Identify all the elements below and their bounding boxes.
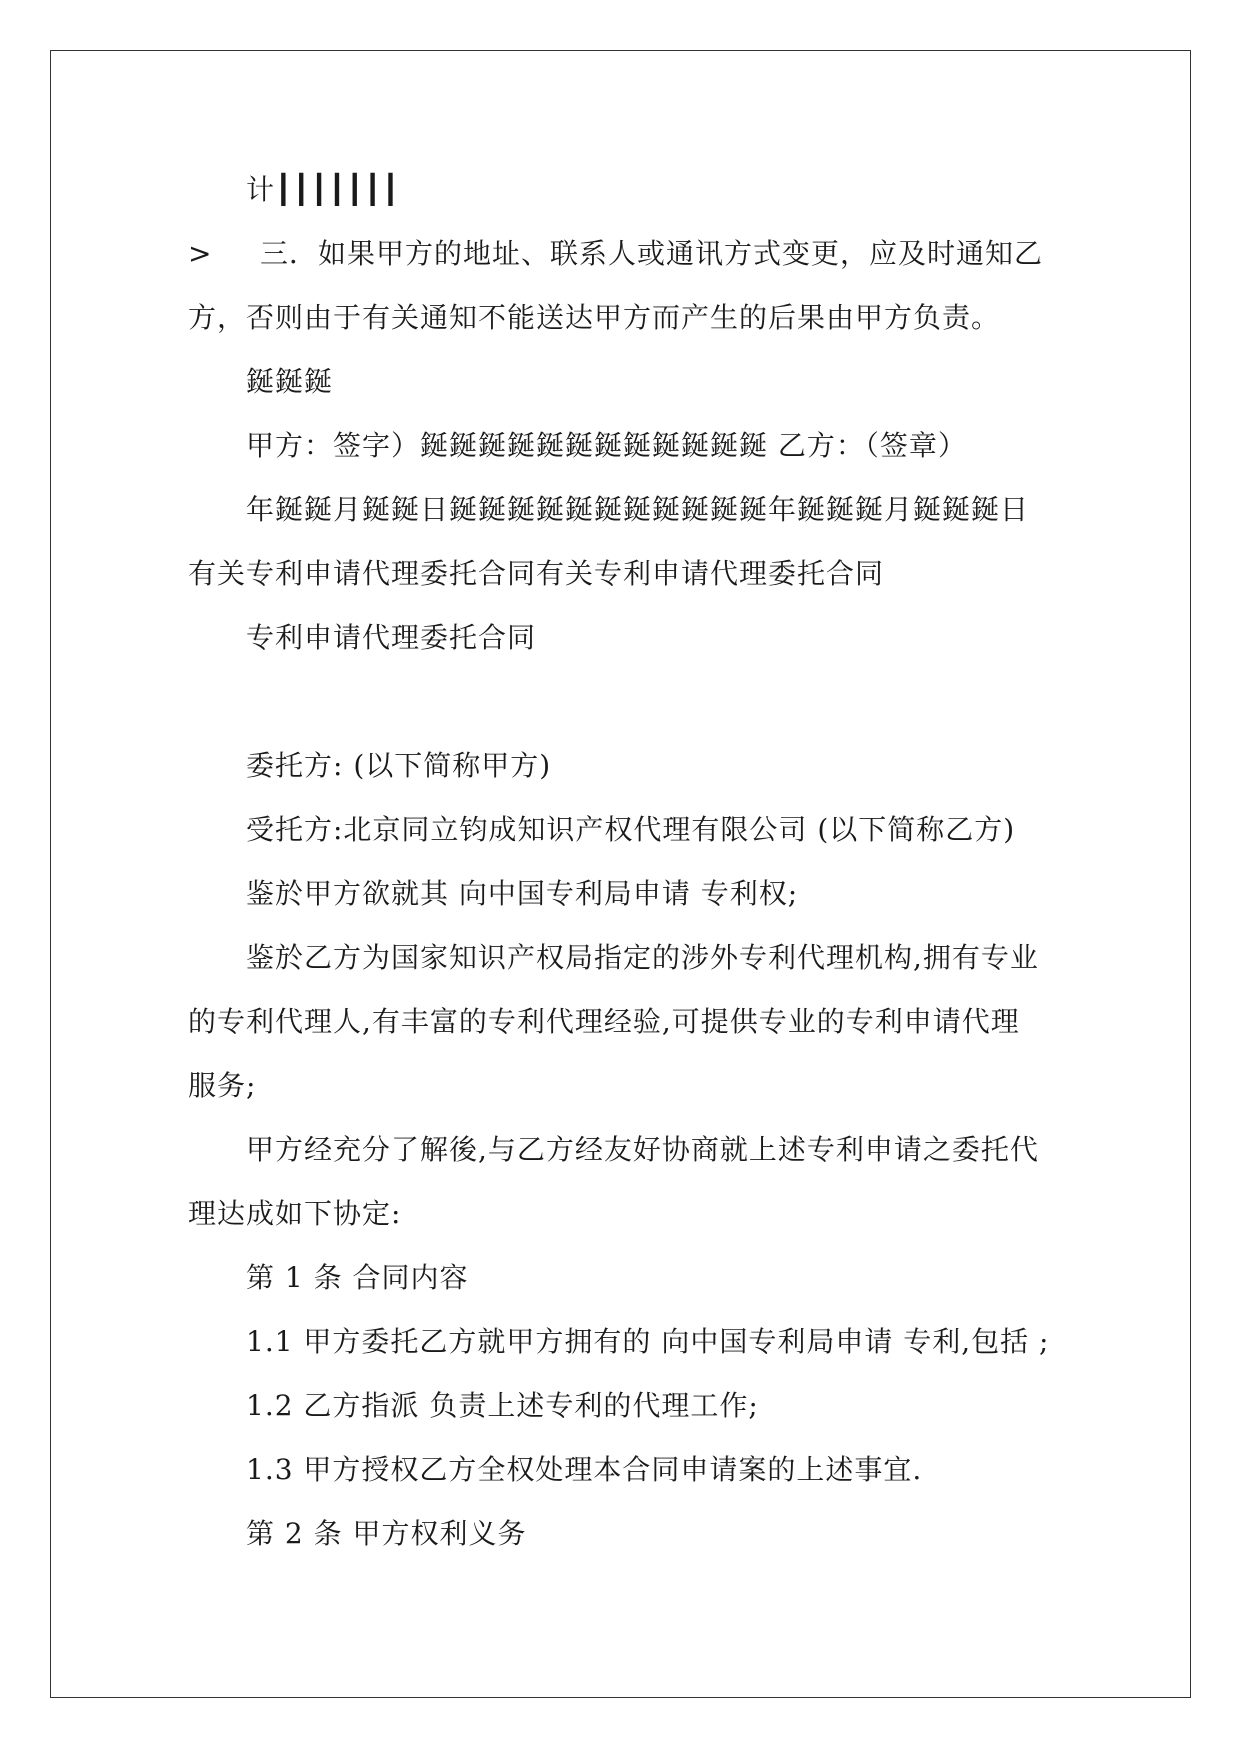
- filler-text: 鋋鋋鋋: [246, 365, 334, 398]
- date-line: 年鋋鋋月鋋鋋日鋋鋋鋋鋋鋋鋋鋋鋋鋋鋋鋋年鋋鋋鋋月鋋鋋鋋日: [246, 493, 1030, 526]
- recital-three-line-1: 甲方经充分了解後,与乙方经友好协商就上述专利申请之委托代: [246, 1133, 1039, 1166]
- blank-spacer: [188, 670, 1058, 734]
- article-two-heading: 第 2 条 甲方权利义务: [246, 1517, 527, 1550]
- article-one-heading: 第 1 条 合同内容: [246, 1261, 469, 1294]
- clause-1-3: 1.3 甲方授权乙方全权处理本合同申请案的上述事宜.: [246, 1453, 923, 1486]
- document-heading-repeat: 有关专利申请代理委托合同有关专利申请代理委托合同: [188, 557, 885, 590]
- clause-1-1: 1.1 甲方委托乙方就甲方拥有的 向中国专利局申请 专利,包括 ;: [246, 1325, 1050, 1358]
- principal-party: 委托方: (以下简称甲方): [246, 749, 552, 782]
- recital-two-line-3: 服务;: [188, 1069, 257, 1102]
- recital-two-line-1: 鉴於乙方为国家知识产权局指定的涉外专利代理机构,拥有专业: [246, 941, 1039, 974]
- recital-one: 鉴於甲方欲就其 向中国专利局申请 专利权;: [246, 877, 799, 910]
- recital-three-line-2: 理达成如下协定:: [188, 1197, 402, 1230]
- clause-1-2: 1.2 乙方指派 负责上述专利的代理工作;: [246, 1389, 759, 1422]
- document-body: [188, 158, 1058, 1566]
- recital-two-line-2: 的专利代理人,有丰富的专利代理经验,可提供专业的专利申请代理: [188, 1005, 1020, 1038]
- signature-line: 甲方：签字）鋋鋋鋋鋋鋋鋋鋋鋋鋋鋋鋋鋋 乙方：（签章）: [246, 429, 967, 462]
- arrow-marker-icon: >: [188, 237, 213, 270]
- clause-three-line-1: [188, 222, 1058, 286]
- clause-three-line-2: 方，否则由于有关通知不能送达甲方而产生的后果由甲方负责。: [188, 301, 1001, 334]
- contract-title: 专利申请代理委托合同: [246, 621, 537, 654]
- agent-party: 受托方:北京同立钧成知识产权代理有限公司 (以下简称乙方): [246, 813, 1016, 846]
- clause-three-text: 三．如果甲方的地址、联系人或通讯方式变更，应及时通知乙: [260, 237, 1044, 270]
- tally-row: 计┃┃┃┃┃┃┃: [246, 173, 401, 206]
